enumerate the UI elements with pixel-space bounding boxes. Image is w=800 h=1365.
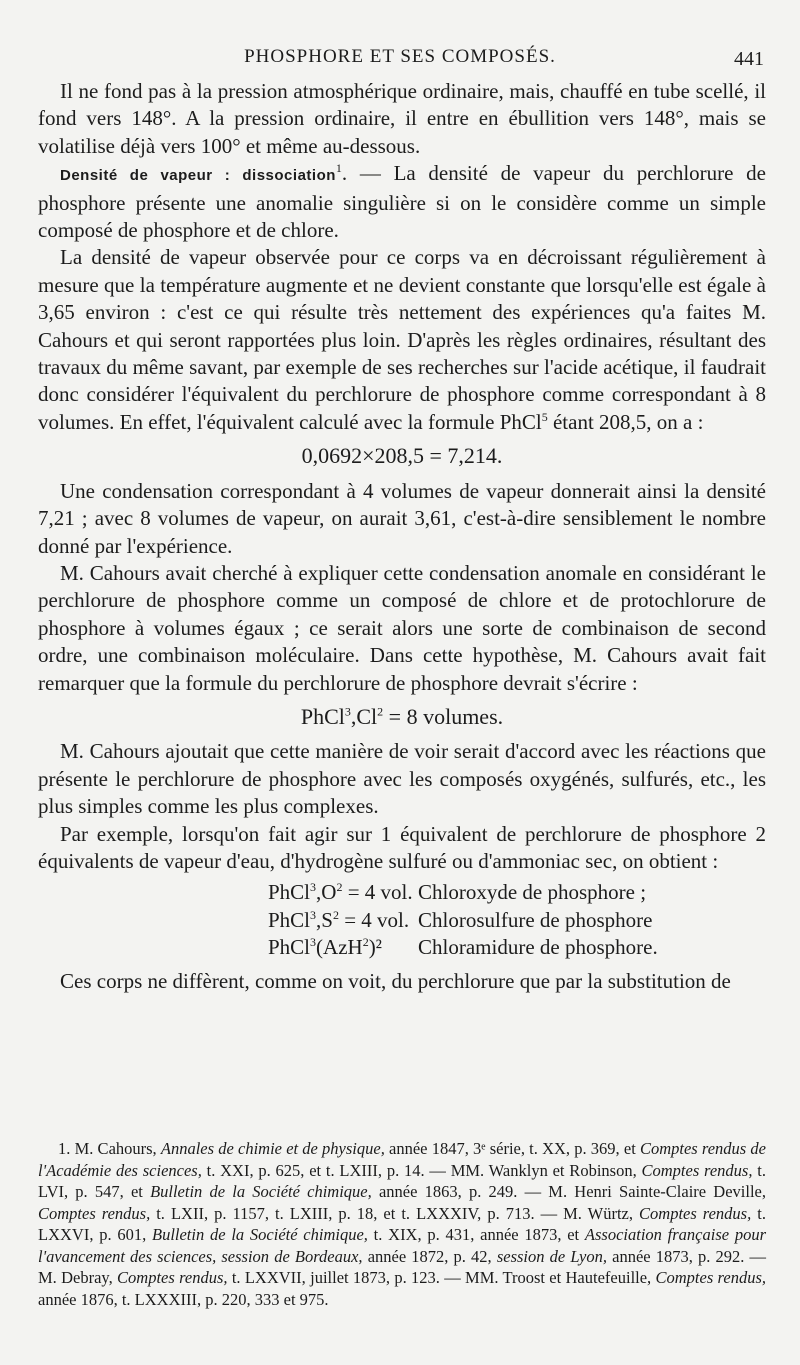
superscript: 3 — [310, 935, 317, 950]
paragraph-reactions: M. Cahours ajoutait que cette manière de voir serait d'accord avec les réactions que présente le perchlorure de phosphore avec les composés oxygénés, sulfurés, etc., les plus simples comme les plus complexes. — [38, 739, 766, 819]
superscript: 2 — [336, 880, 343, 895]
formula — [268, 907, 418, 934]
footnote-text: t. LXXVII, juillet 1873, p. 123. — MM. Troost et Hautefeuille, — [227, 1268, 656, 1287]
superscript: 2 — [332, 907, 339, 922]
formula-part: ,Cl — [350, 703, 378, 729]
formula-part: PhCl — [268, 880, 311, 905]
citation-title: Bulletin de la Société chimique, — [151, 1225, 368, 1244]
superscript: 3 — [310, 880, 317, 895]
section-heading: Densité de vapeur : dissociation — [60, 167, 336, 185]
formula-part: (AzH — [316, 935, 363, 960]
formula-part: ,S — [316, 907, 333, 932]
formula — [268, 934, 418, 961]
formula-part: PhCl — [268, 907, 311, 932]
superscript: 3 — [310, 907, 317, 922]
footnote-text: t. LXXVI, p. 601, — [38, 1203, 766, 1244]
footnote-text: année 1873, p. 292. — M. Debray, — [38, 1246, 766, 1287]
citation-title: Comptes rendus, — [639, 1203, 752, 1223]
paragraph-condensation: Une condensation correspondant à 4 volumes de vapeur donnerait ainsi la densité 7,21 ; avec 8 volumes de vapeur, on aurait 3,61, c'est-à-dire sensiblement le nombre donné par l'expérience. — [38, 478, 766, 558]
footnote-number: 1. — [58, 1139, 71, 1158]
formula-description: Chlorosulfure de phosphore — [418, 907, 653, 932]
footnote-text: année 1876, t. LXXXIII, p. 220, 333 et 975. — [38, 1289, 329, 1309]
citation-title: Comptes rendus, — [641, 1160, 753, 1180]
citation-title: Comptes rendus, — [655, 1268, 766, 1287]
citation-title: Association française pour l'avancement des sciences, session de Bordeaux, — [38, 1225, 766, 1266]
citation-title: Comptes rendus, — [38, 1203, 151, 1223]
paragraph-text: . — La densité de vapeur du perchlorure de phosphore présente une anomalie singulière si on le considère comme un simple composé de phosphore et de chlore. — [38, 161, 767, 243]
formula-description: Chloramidure de phosphore. — [418, 935, 658, 960]
footnote-reference: 1 — [335, 161, 342, 176]
body-text — [38, 78, 766, 995]
formula-row — [268, 934, 766, 961]
citation-title: Annales de chimie et de physique, — [160, 1139, 385, 1158]
paragraph-cahours-hypothesis: M. Cahours avait cherché à expliquer cette condensation anomale en considérant le perchlorure de phosphore comme un composé de chlore et de protochlorure de phosphore à volumes égaux ; ce serait alors une sorte de combinaison de second ordre, une combinaison moléculaire. Dans cette hypothèse, M. Cahours avait fait remarquer que la formule du perchlorure de phosphore devrait s'écrire : — [38, 560, 766, 695]
formula-row — [268, 907, 766, 934]
citation-title: Comptes rendus, — [117, 1268, 228, 1287]
footnote-1 — [38, 1138, 766, 1310]
paragraph-text: La densité de vapeur observée pour ce corps va en décroissant régulièrement à mesure que la température augmente et ne devient constante que lorsqu'elle est égale à 3,65 environ : c'est ce qui résulte très nettement des expériences qu'a faites M. Cahours et qui seront rapportées plus loin. D'après les règles ordinaires, résultant des travaux du même savant, par exemple de ses recherches sur l'acide acétique, il faudrait donc considérer l'équivalent du perchlorure de phosphore comme correspondant à 8 volumes. En effet, l'équivalent calculé avec la formule PhCl — [38, 245, 766, 434]
formula-part: = 4 vol. — [342, 880, 413, 905]
footnotes — [38, 1138, 766, 1310]
footnote-text: t. LVI, p. 547, et — [38, 1160, 766, 1201]
page-number: 441 — [734, 48, 764, 70]
paragraph-vapor-density — [38, 160, 766, 244]
superscript: 3 — [344, 704, 351, 719]
footnote-text: année 1847, 3ᵉ série, t. XX, p. 369, et — [384, 1139, 640, 1158]
footnote-text: t. XXI, p. 625, et t. LXIII, p. 14. — MM. Wanklyn et Robinson, — [201, 1160, 642, 1180]
formula-part: = 4 vol. — [338, 907, 410, 932]
running-title: PHOSPHORE ET SES COMPOSÉS. — [244, 46, 556, 67]
paragraph-example: Par exemple, lorsqu'on fait agir sur 1 équivalent de perchlorure de phosphore 2 équivalents de vapeur d'eau, d'hydrogène sulfuré ou d'ammoniac sec, on obtient : — [38, 821, 766, 873]
superscript: 2 — [377, 704, 384, 719]
equation-density: 0,0692×208,5 = 7,214. — [301, 443, 503, 469]
citation-title: session de Lyon, — [496, 1246, 607, 1266]
formula-description: Chloroxyde de phosphore ; — [418, 880, 647, 905]
formula-part: PhCl — [300, 703, 345, 729]
formula-part: PhCl — [268, 935, 311, 960]
formula-list — [38, 879, 766, 961]
citation-title: Bulletin de la Société chimique, — [150, 1182, 372, 1201]
paragraph-melting-point: Il ne fond pas à la pression atmosphérique ordinaire, mais, chauffé en tube scellé, il fond vers 148°. A la pression ordinaire, il entre en ébullition vers 148°, mais se volatilise déjà vers 100° et même au-dessous. — [38, 79, 766, 158]
citation-title: Comptes rendus de l'Académie des sciences, — [38, 1139, 766, 1180]
footnote-text: t. XIX, p. 431, année 1873, et — [367, 1225, 585, 1244]
paragraph-substitution: Ces corps ne diffèrent, comme on voit, du perchlorure que par la substitution de — [60, 968, 731, 993]
footnote-text: M. Cahours, — [70, 1139, 161, 1158]
formula-part: = 8 volumes. — [383, 703, 504, 729]
footnote-text: année 1863, p. 249. — M. Henri Sainte-Claire Deville, — [371, 1182, 766, 1201]
footnote-text: t. LXII, p. 1157, t. LXIII, p. 18, et t. LXXXIV, p. 713. — M. Würtz, — [150, 1203, 640, 1223]
formula-row — [268, 879, 766, 906]
footnote-text: année 1872, p. 42, — [362, 1246, 497, 1266]
formula — [268, 879, 418, 906]
formula-part: ,O — [316, 880, 337, 905]
page-header — [0, 40, 800, 76]
superscript: 2 — [362, 935, 369, 950]
formula-part: )² — [368, 935, 382, 960]
paragraph-density-observation — [38, 244, 766, 436]
superscript: 5 — [541, 409, 548, 424]
equation-formula — [38, 703, 766, 730]
paragraph-text: étant 208,5, on a : — [547, 409, 704, 434]
